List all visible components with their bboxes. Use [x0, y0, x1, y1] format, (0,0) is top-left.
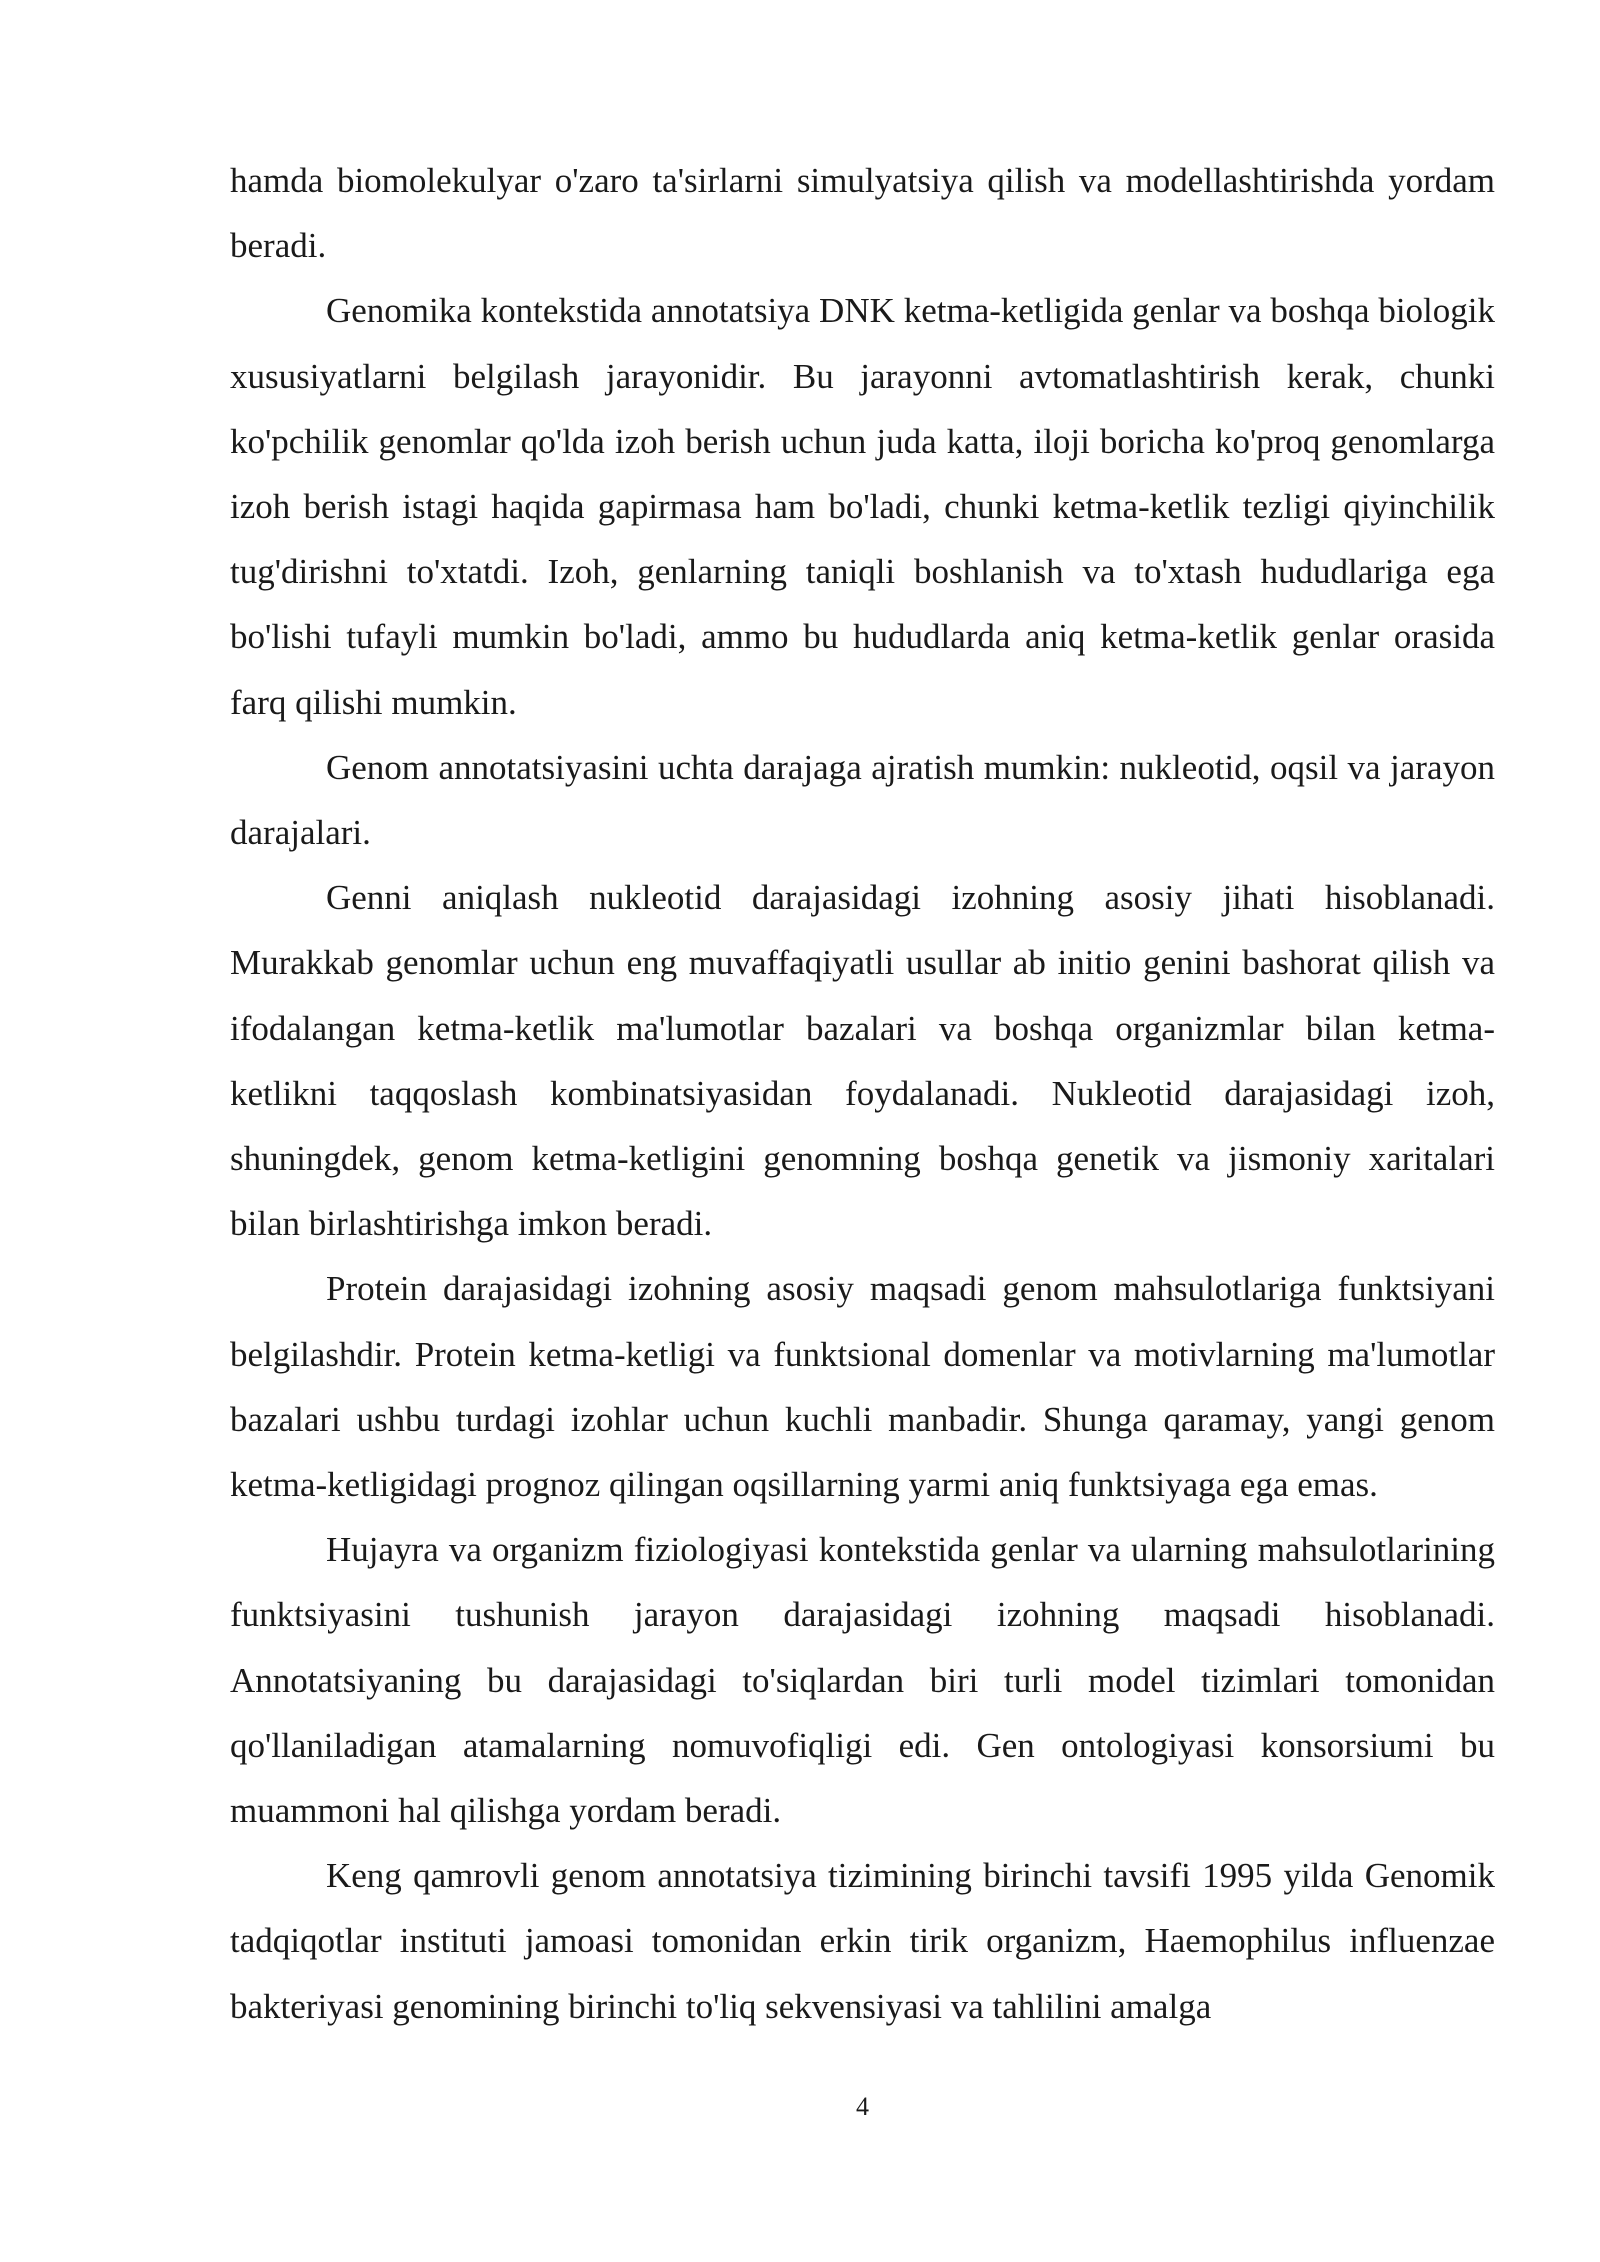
paragraph: hamda biomolekulyar o'zaro ta'sirlarni simulyatsiya qilish va modellashtirishda yordam beradi. — [230, 161, 1495, 266]
paragraph: Genomika kontekstida annotatsiya DNK ketma-ketligida genlar va boshqa biologik xususiyatlarni belgilash jarayonidir. Bu jarayonni avtomatlashtirish kerak, chunki ko'pchilik genomlar qo'lda izoh berish uchun juda katta, iloji boricha ko'proq genomlarga izoh berish istagi haqida gapirmasa ham bo'ladi, chunki ketma-ketlik tezligi qiyinchilik tug'dirishni to'xtatdi. Izoh, genlarning taniqli boshlanish va to'xtash hududlariga ega bo'lishi tufayli mumkin bo'ladi, ammo bu hududlarda aniq ketma-ketlik genlar orasida farq qilishi mumkin. — [230, 291, 1495, 722]
body-text — [230, 148, 1495, 2039]
paragraph: Keng qamrovli genom annotatsiya tizimining birinchi tavsifi 1995 yilda Genomik tadqiqotlar instituti jamoasi tomonidan erkin tirik organizm, Haemophilus influenzae bakteriyasi genomining birinchi to'liq sekvensiyasi va tahlilini amalga — [230, 1856, 1495, 2026]
paragraph: Genni aniqlash nukleotid darajasidagi izohning asosiy jihati hisoblanadi. Murakkab genomlar uchun eng muvaffaqiyatli usullar ab initio genini bashorat qilish va ifodalangan ketma-ketlik ma'lumotlar bazalari va boshqa organizmlar bilan ketma-ketlikni taqqoslash kombinatsiyasidan foydalanadi. Nukleotid darajasidagi izoh, shuningdek, genom ketma-ketligini genomning boshqa genetik va jismoniy xaritalari bilan birlashtirishga imkon beradi. — [230, 878, 1495, 1244]
page-number: 4 — [856, 2092, 869, 2121]
paragraph: Hujayra va organizm fiziologiyasi kontekstida genlar va ularning mahsulotlarining funktsiyasini tushunish jarayon darajasidagi izohning maqsadi hisoblanadi. Annotatsiyaning bu darajasidagi to'siqlardan biri turli model tizimlari tomonidan qo'llaniladigan atamalarning nomuvofiqligi edi. Gen ontologiyasi konsorsiumi bu muammoni hal qilishga yordam beradi. — [230, 1530, 1495, 1831]
paragraph: Protein darajasidagi izohning asosiy maqsadi genom mahsulotlariga funktsiyani belgilashdir. Protein ketma-ketligi va funktsional domenlar va motivlarning ma'lumotlar bazalari ushbu turdagi izohlar uchun kuchli manbadir. Shunga qaramay, yangi genom ketma-ketligidagi prognoz qilingan oqsillarning yarmi aniq funktsiyaga ega emas. — [230, 1269, 1495, 1505]
paragraph: Genom annotatsiyasini uchta darajaga ajratish mumkin: nukleotid, oqsil va jarayon darajalari. — [230, 747, 1495, 853]
